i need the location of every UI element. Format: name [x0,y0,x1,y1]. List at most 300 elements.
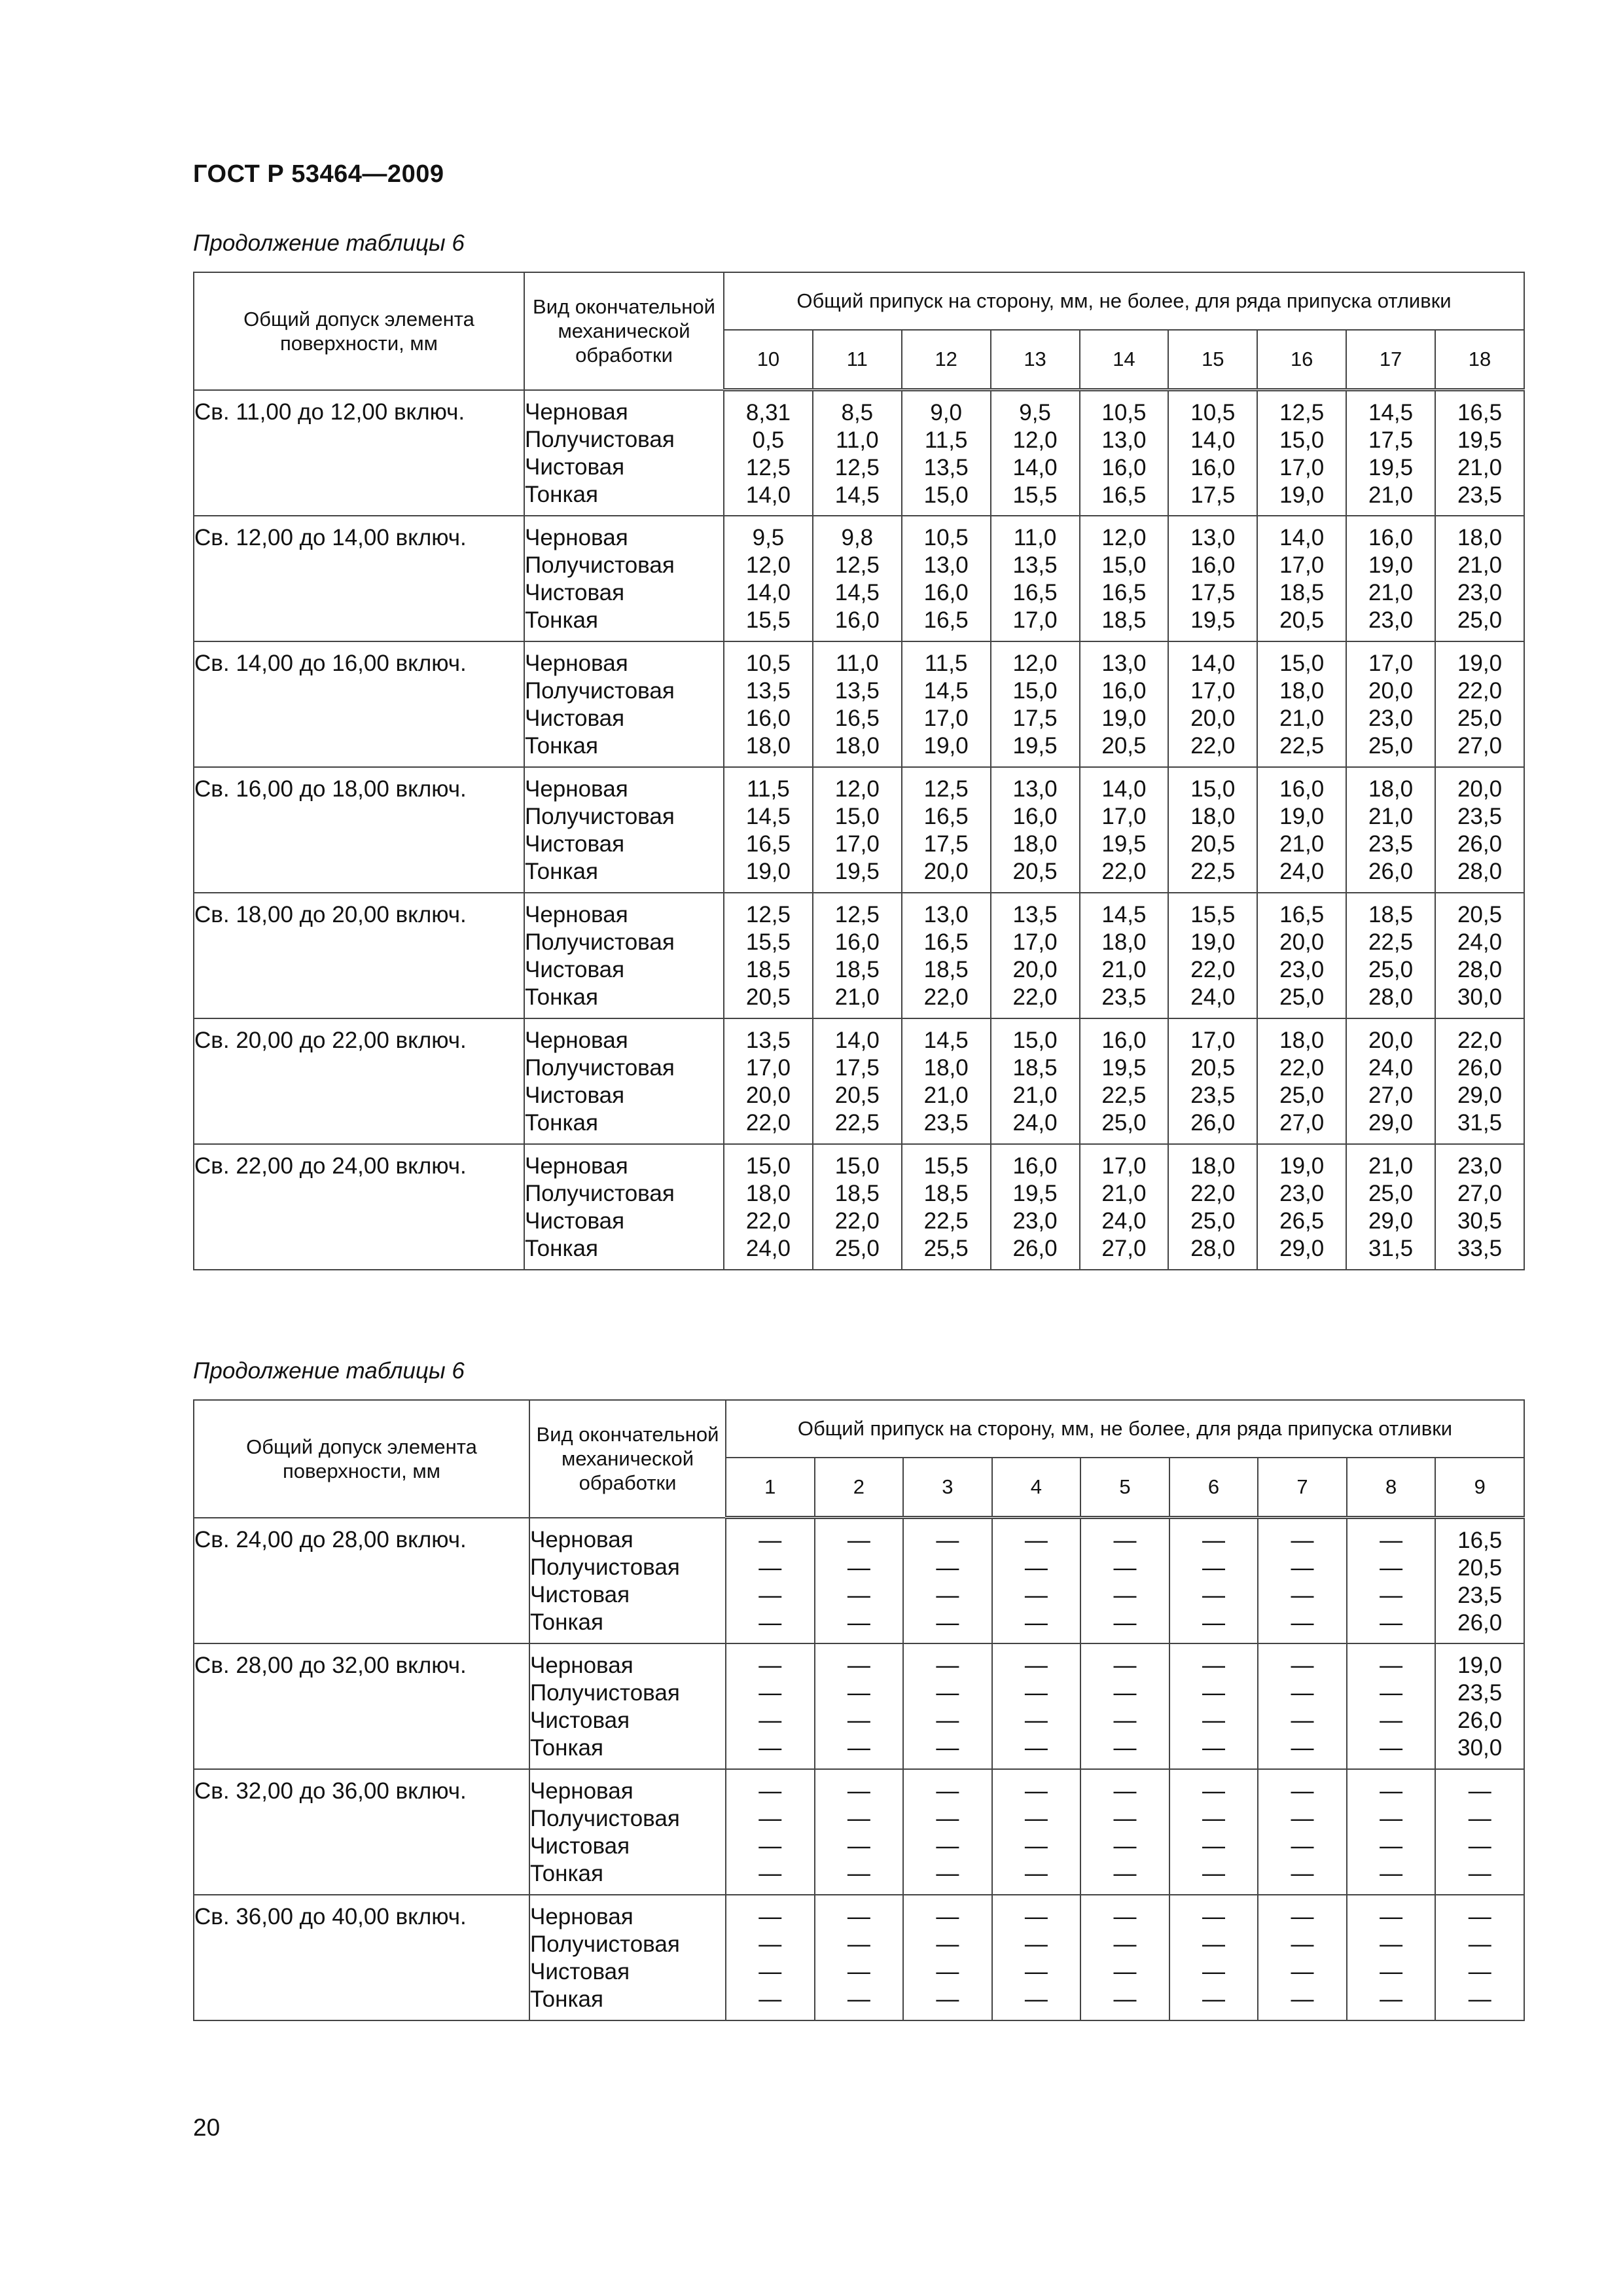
allowance-value: 23,0 [1279,956,1325,982]
allowance-cell [1435,1144,1524,1270]
machining-type-label: Чистовая [525,1082,625,1108]
allowance-value: 17,5 [1368,427,1414,453]
allowance-value: 9,5 [752,524,785,550]
allowance-value: 26,0 [1012,1235,1058,1261]
allowance-cell [1435,390,1524,516]
allowance-value: 12,0 [1012,427,1058,453]
tolerance-range: Св. 22,00 до 24,00 включ. [194,1144,524,1270]
allowance-value: — [936,1805,959,1831]
allowance-cell [813,1018,902,1144]
allowance-value: 27,0 [1457,732,1503,759]
allowance-value: — [1380,1860,1403,1886]
allowance-cell [1435,767,1524,893]
allowance-value: — [1202,1707,1225,1733]
allowance-value: 15,0 [1101,552,1147,578]
allowance-value: 23,5 [1457,482,1503,508]
allowance-value: 17,0 [1190,1027,1236,1053]
allowance-value: — [847,1734,870,1761]
allowance-value: 16,0 [1012,803,1058,829]
allowance-value: 23,5 [923,1109,969,1136]
allowance-value: 23,5 [1190,1082,1236,1108]
allowance-value: — [847,1652,870,1678]
allowance-cell [1257,893,1346,1018]
allowance-table [193,1399,1525,2021]
allowance-value: 0,5 [752,427,785,453]
allowance-cell [1080,1769,1169,1895]
allowance-value: 29,0 [1279,1235,1325,1261]
allowance-value: — [936,1555,959,1581]
allowance-value: 19,0 [1279,482,1325,508]
machining-type-label: Получистовая [530,1805,680,1831]
machining-type-label: Черновая [525,1027,628,1053]
allowance-value: — [847,1583,870,1608]
allowance-value: — [847,1679,870,1706]
col-header-series: 16 [1257,330,1346,390]
allowance-value: — [936,1958,959,1984]
col-header-allowance-group: Общий припуск на сторону, мм, не более, для ряда припуска отливки [724,272,1524,330]
allowance-cell [991,390,1080,516]
allowance-value: 19,0 [1190,929,1236,955]
tolerance-range: Св. 32,00 до 36,00 включ. [194,1769,529,1895]
allowance-value: 20,0 [1457,776,1503,802]
allowance-cell [1257,516,1346,641]
machining-type-label: Черновая [525,901,628,927]
allowance-value: — [1468,1833,1491,1859]
machining-type-label: Тонкая [525,481,598,507]
allowance-cell [902,516,991,641]
allowance-value: 23,5 [1101,984,1147,1010]
allowance-value: 19,5 [1101,831,1147,857]
allowance-value: — [1468,1805,1491,1831]
table-row [194,641,1524,767]
allowance-value: — [758,1528,782,1553]
allowance-value: — [936,1860,959,1886]
allowance-value: — [1113,1652,1137,1678]
allowance-value: — [1380,1734,1403,1761]
allowance-value: 18,0 [1279,677,1325,704]
allowance-value: 20,5 [1279,607,1325,633]
allowance-cell [902,893,991,1018]
allowance-value: 16,0 [1279,776,1325,802]
allowance-value: — [1380,1931,1403,1957]
allowance-value: 28,0 [1457,956,1503,982]
allowance-value: — [936,1679,959,1706]
allowance-value: 24,0 [1279,858,1325,884]
allowance-value: 16,0 [1101,677,1147,704]
allowance-value: 22,0 [745,1109,791,1136]
allowance-value: 24,0 [1457,929,1503,955]
machining-type-label: Черновая [530,1903,633,1929]
allowance-value: — [1113,1679,1137,1706]
allowance-cell [1168,893,1257,1018]
allowance-value: 12,5 [834,455,880,480]
allowance-value: 22,5 [1190,858,1236,884]
allowance-value: 14,5 [1368,400,1414,425]
allowance-value: — [847,1931,870,1957]
allowance-cell [1347,1895,1436,2020]
allowance-cell [1257,767,1346,893]
allowance-value: 12,5 [834,552,880,578]
allowance-cell [1257,390,1346,516]
allowance-value: — [758,1583,782,1608]
allowance-value: — [1202,1958,1225,1984]
allowance-value: 19,0 [1457,650,1503,676]
allowance-value: 18,0 [1012,831,1058,857]
allowance-value: — [1024,1931,1048,1957]
allowance-value: 14,0 [1190,427,1236,453]
allowance-value: 26,0 [1368,858,1414,884]
allowance-cell [1346,893,1435,1018]
col-header-series: 4 [992,1458,1081,1518]
allowance-value: 17,0 [1279,455,1325,480]
machining-type-label: Чистовая [530,1833,630,1859]
allowance-value: 19,5 [1101,1054,1147,1081]
allowance-cell [726,1895,815,2020]
allowance-value: — [1202,1778,1225,1804]
allowance-value: 17,0 [1101,803,1147,829]
allowance-value: — [1291,1903,1314,1929]
allowance-cell [813,390,902,516]
allowance-value: 28,0 [1190,1235,1236,1261]
allowance-cell [1258,1643,1347,1769]
allowance-value: — [936,1734,959,1761]
allowance-cell [1258,1895,1347,2020]
allowance-cell [1169,1518,1258,1643]
allowance-value: 12,5 [745,901,791,927]
allowance-value: — [1202,1679,1225,1706]
col-header-series: 17 [1346,330,1435,390]
allowance-value: 22,5 [1101,1082,1147,1108]
allowance-value: 16,0 [834,929,880,955]
allowance-value: 18,5 [745,956,791,982]
allowance-value: 30,0 [1457,984,1503,1010]
allowance-value: 26,5 [1279,1208,1325,1234]
col-header-series: 18 [1435,330,1524,390]
col-header-series: 6 [1169,1458,1258,1518]
allowance-cell [902,1018,991,1144]
allowance-value: 25,0 [834,1235,880,1261]
allowance-value: 17,5 [1190,482,1236,508]
machining-types [529,1895,726,2020]
allowance-cell [1435,893,1524,1018]
allowance-value: 30,0 [1457,1734,1503,1761]
allowance-value: — [1291,1833,1314,1859]
allowance-value: 13,5 [1012,552,1058,578]
allowance-value: 19,0 [1101,705,1147,731]
allowance-value: 18,5 [923,1180,969,1206]
allowance-value: 14,5 [834,482,880,508]
allowance-value: 26,0 [1457,1054,1503,1081]
allowance-value: — [936,1707,959,1733]
allowance-value: 25,0 [1279,1082,1325,1108]
table-row [194,767,1524,893]
allowance-value: — [1113,1707,1137,1733]
allowance-value: — [1202,1555,1225,1581]
allowance-cell [813,893,902,1018]
allowance-value: — [847,1958,870,1984]
table-row [194,390,1524,516]
allowance-cell [724,1018,813,1144]
allowance-value: 13,0 [923,901,969,927]
machining-type-label: Чистовая [525,956,625,982]
allowance-value: — [758,1986,782,2012]
allowance-value: 26,0 [1190,1109,1236,1136]
allowance-value: — [936,1833,959,1859]
allowance-value: — [1291,1958,1314,1984]
tolerance-range: Св. 12,00 до 14,00 включ. [194,516,524,641]
col-header-series: 3 [903,1458,992,1518]
allowance-value: 21,0 [1368,803,1414,829]
allowance-value: 16,5 [745,831,791,857]
allowance-value: 20,5 [1190,1054,1236,1081]
col-header-series: 10 [724,330,813,390]
allowance-value: — [1291,1583,1314,1608]
allowance-value: — [1380,1986,1403,2012]
machining-type-label: Черновая [525,776,628,802]
allowance-value: 21,0 [1279,831,1325,857]
allowance-value: — [1024,1805,1048,1831]
allowance-value: — [1024,1958,1048,1984]
allowance-value: 23,5 [1457,803,1503,829]
machining-type-label: Тонкая [530,1986,603,2012]
allowance-value: — [1202,1903,1225,1929]
allowance-value: 8,31 [745,400,791,425]
allowance-value: 20,0 [1368,677,1414,704]
allowance-value: — [1113,1931,1137,1957]
allowance-value: — [1468,1778,1491,1804]
allowance-value: 21,0 [834,984,880,1010]
allowance-value: — [1113,1610,1137,1636]
allowance-cell [1435,1018,1524,1144]
allowance-value: 15,0 [923,482,969,508]
machining-type-label: Получистовая [525,677,675,704]
allowance-cell [1257,1144,1346,1270]
allowance-value: — [936,1778,959,1804]
machining-type-label: Чистовая [525,579,625,605]
allowance-value: — [847,1805,870,1831]
allowance-value: 20,5 [834,1082,880,1108]
allowance-value: 19,0 [923,732,969,759]
allowance-value: 21,0 [923,1082,969,1108]
allowance-value: 16,0 [745,705,791,731]
machining-type-label: Черновая [530,1652,633,1678]
machining-type-label: Чистовая [525,1208,625,1234]
tolerance-range: Св. 11,00 до 12,00 включ. [194,390,524,516]
allowance-value: 17,0 [745,1054,791,1081]
allowance-value: — [1202,1583,1225,1608]
allowance-value: 18,0 [1101,929,1147,955]
allowance-value: — [1380,1707,1403,1733]
allowance-value: — [1024,1860,1048,1886]
allowance-value: 16,0 [834,607,880,633]
allowance-value: 18,5 [1368,901,1414,927]
allowance-cell [815,1895,904,2020]
allowance-value: 24,0 [1190,984,1236,1010]
col-header-series: 1 [726,1458,815,1518]
allowance-value: 22,5 [1368,929,1414,955]
allowance-cell [1168,1018,1257,1144]
allowance-value: 10,5 [923,524,969,550]
allowance-value: 17,0 [1101,1153,1147,1179]
allowance-value: 15,5 [1190,901,1236,927]
allowance-cell [815,1769,904,1895]
machining-type-label: Получистовая [530,1679,680,1706]
allowance-value: — [1202,1860,1225,1886]
allowance-cell [902,767,991,893]
col-header-series: 2 [815,1458,904,1518]
allowance-cell [1435,1518,1524,1643]
allowance-value: — [1291,1805,1314,1831]
allowance-cell [991,641,1080,767]
allowance-value: — [847,1833,870,1859]
allowance-value: 20,0 [745,1082,791,1108]
allowance-value: 25,0 [1457,705,1503,731]
allowance-cell [992,1518,1081,1643]
allowance-value: — [1024,1610,1048,1636]
allowance-value: — [936,1583,959,1608]
allowance-value: 21,0 [1368,482,1414,508]
allowance-cell [903,1643,992,1769]
allowance-cell [1080,1144,1169,1270]
allowance-cell [1346,516,1435,641]
allowance-value: — [1113,1555,1137,1581]
allowance-value: 14,0 [1190,650,1236,676]
allowance-value: — [1113,1860,1137,1886]
allowance-cell [992,1643,1081,1769]
table-caption: Продолжение таблицы 6 [193,230,465,256]
page-number: 20 [193,2114,221,2141]
allowance-value: 20,5 [1012,858,1058,884]
allowance-value: 11,5 [747,776,790,802]
allowance-value: 18,0 [1190,1153,1236,1179]
allowance-value: 18,5 [834,1180,880,1206]
col-header-allowance-group: Общий припуск на сторону, мм, не более, для ряда припуска отливки [726,1400,1524,1458]
allowance-value: 19,5 [1012,732,1058,759]
allowance-value: — [847,1528,870,1553]
allowance-value: — [847,1610,870,1636]
allowance-value: 16,5 [1101,482,1147,508]
allowance-value: 12,0 [1012,650,1058,676]
allowance-value: 14,0 [1012,455,1058,480]
allowance-value: 14,0 [1101,776,1147,802]
allowance-value: 18,5 [834,956,880,982]
allowance-value: 17,0 [1190,677,1236,704]
allowance-cell [1435,1643,1524,1769]
allowance-value: 19,0 [1279,803,1325,829]
allowance-value: 13,5 [834,677,880,704]
tolerance-range: Св. 36,00 до 40,00 включ. [194,1895,529,2020]
allowance-value: 15,0 [1012,677,1058,704]
allowance-value: 10,5 [745,650,791,676]
allowance-value: 22,5 [1279,732,1325,759]
allowance-value: 23,0 [1012,1208,1058,1234]
machining-types [524,1018,724,1144]
allowance-value: — [1202,1610,1225,1636]
allowance-cell [903,1518,992,1643]
machining-types [524,641,724,767]
allowance-value: — [1024,1528,1048,1553]
allowance-value: — [1024,1583,1048,1608]
allowance-value: — [758,1833,782,1859]
allowance-value: 14,0 [745,482,791,508]
allowance-cell [903,1769,992,1895]
allowance-value: — [1468,1903,1491,1929]
allowance-value: — [1113,1528,1137,1553]
machining-types [529,1643,726,1769]
allowance-value: 16,5 [1012,579,1058,605]
machining-type-label: Черновая [525,524,628,550]
allowance-value: 23,0 [1279,1180,1325,1206]
allowance-value: — [936,1986,959,2012]
allowance-value: 16,0 [1368,524,1414,550]
machining-type-label: Получистовая [525,426,675,452]
allowance-value: — [1024,1833,1048,1859]
allowance-value: — [1113,1986,1137,2012]
allowance-value: 13,5 [745,1027,791,1053]
table-row [194,1018,1524,1144]
allowance-cell [1257,1018,1346,1144]
allowance-value: 19,5 [1457,427,1503,453]
allowance-cell [726,1769,815,1895]
allowance-value: — [936,1931,959,1957]
allowance-value: — [1291,1931,1314,1957]
allowance-value: 22,0 [1190,956,1236,982]
allowance-value: 20,0 [1190,705,1236,731]
allowance-value: — [1202,1528,1225,1553]
allowance-value: 23,0 [1368,607,1414,633]
allowance-value: 22,0 [1101,858,1147,884]
allowance-value: — [1380,1528,1403,1553]
allowance-value: 14,0 [745,579,791,605]
allowance-value: — [1468,1931,1491,1957]
allowance-value: 28,0 [1368,984,1414,1010]
allowance-value: 16,0 [1101,1027,1147,1053]
allowance-value: — [1024,1903,1048,1929]
allowance-value: 26,0 [1457,1707,1503,1733]
allowance-cell [1346,1144,1435,1270]
machining-type-label: Получистовая [525,1054,675,1081]
allowance-value: — [1113,1734,1137,1761]
allowance-value: 20,5 [1457,1555,1503,1581]
allowance-value: 23,0 [1457,579,1503,605]
allowance-value: 17,0 [1012,607,1058,633]
machining-type-label: Чистовая [525,454,625,480]
allowance-value: 8,5 [841,400,874,425]
col-header-series: 13 [991,330,1080,390]
allowance-value: 18,0 [1457,524,1503,550]
allowance-value: 17,0 [923,705,969,731]
allowance-value: — [1380,1583,1403,1608]
allowance-value: — [1291,1652,1314,1678]
allowance-value: — [758,1805,782,1831]
allowance-value: 16,5 [923,929,969,955]
allowance-value: 9,0 [930,400,963,425]
allowance-cell [1435,516,1524,641]
allowance-value: 24,0 [745,1235,791,1261]
machining-type-label: Тонкая [525,858,598,884]
allowance-value: 21,0 [1101,956,1147,982]
machining-type-label: Тонкая [530,1860,603,1886]
allowance-value: 31,5 [1368,1235,1414,1261]
allowance-value: — [1024,1555,1048,1581]
allowance-value: 17,0 [1279,552,1325,578]
machining-type-label: Чистовая [530,1581,630,1607]
machining-type-label: Тонкая [525,984,598,1010]
allowance-value: 11,5 [924,427,968,453]
allowance-value: 25,0 [1368,732,1414,759]
allowance-value: — [1202,1805,1225,1831]
machining-type-label: Получистовая [525,552,675,578]
